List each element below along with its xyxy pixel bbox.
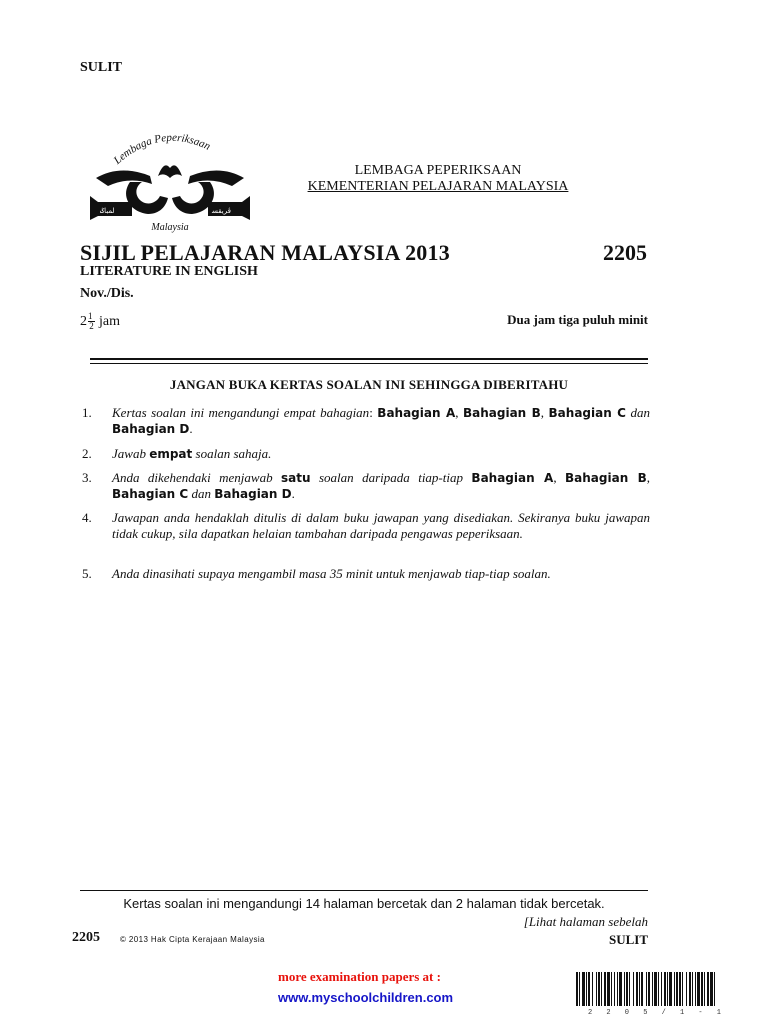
instruction-number: 2. <box>82 446 92 461</box>
instruction-item <box>82 446 650 462</box>
footer-paper-code: 2205 <box>72 930 100 945</box>
board-line-1: LEMBAGA PEPERIKSAAN <box>354 163 522 178</box>
duration <box>80 312 120 331</box>
instruction-item <box>82 405 650 437</box>
fraction-numerator: 1 <box>88 312 95 322</box>
svg-text:ﭬﺮﻳﻘﺴ: ﭬﺮﻳﻘﺴ <box>212 207 231 215</box>
divider-thick <box>90 358 648 360</box>
instruction-number: 4. <box>82 510 92 525</box>
instruction-item <box>82 510 650 542</box>
examination-board-heading <box>288 163 588 195</box>
instruction-text: Jawapan anda hendaklah ditulis di dalam buku jawapan yang disediakan. Sekiranya buku jawapan tidak cukup, sila dapatkan helaian tambahan daripada pengawas peperiksaan. <box>112 510 650 541</box>
instruction-text: Jawab empat soalan sahaja. <box>112 446 272 461</box>
instruction-text: Kertas soalan ini mengandungi empat bahagian: Bahagian A, Bahagian B, Bahagian C dan Bahagian D. <box>112 405 650 436</box>
duration-in-words: Dua jam tiga puluh minit <box>507 312 648 327</box>
divider-thin <box>90 363 648 364</box>
svg-text:ﻟﻤﺒﺎݢ: ﻟﻤﺒﺎݢ <box>100 207 115 215</box>
duration-unit: jam <box>99 313 120 329</box>
instruction-number: 1. <box>82 405 92 420</box>
instruction-number: 3. <box>82 470 92 485</box>
barcode-digits: 2 2 0 5 / 1 - 1 <box>588 1009 727 1017</box>
instruction-text: Anda dinasihati supaya mengambil masa 35 minit untuk menjawab tiap-tiap soalan. <box>112 566 551 581</box>
paper-code: 2205 <box>603 240 647 265</box>
instruction-item <box>82 470 650 502</box>
logo-bottom-text: Malaysia <box>151 222 189 233</box>
sulit-label-top: SULIT <box>80 60 123 75</box>
see-next-page: [Lihat halaman sebelah <box>523 914 648 929</box>
barcode <box>574 972 768 1014</box>
exam-session: Nov./Dis. <box>80 286 134 301</box>
warning-notice: JANGAN BUKA KERTAS SOALAN INI SEHINGGA DIBERITAHU <box>169 377 569 392</box>
duration-whole: 2 <box>80 313 87 329</box>
exam-title: SIJIL PELAJARAN MALAYSIA 2013 <box>80 240 450 265</box>
promo-text: more examination papers at : <box>278 969 441 984</box>
promo-link[interactable]: www.myschoolchildren.com <box>278 990 454 1005</box>
instruction-text: Anda dikehendaki menjawab satu soalan daripada tiap-tiap Bahagian A, Bahagian B, Bahagian C dan Bahagian D. <box>112 470 651 501</box>
fraction-denominator: 2 <box>89 321 94 331</box>
examination-board-logo <box>90 126 250 234</box>
page-count-note: Kertas soalan ini mengandungi 14 halaman bercetak dan 2 halaman tidak bercetak. <box>123 896 605 911</box>
instruction-item <box>82 566 650 582</box>
board-line-2: KEMENTERIAN PELAJARAN MALAYSIA <box>307 179 569 194</box>
logo-arc-text: Lembaga Peperiksaan <box>111 131 213 167</box>
footer-divider <box>80 890 648 891</box>
instruction-number: 5. <box>82 566 92 581</box>
subject-name: LITERATURE IN ENGLISH <box>80 264 258 279</box>
sulit-label-bottom: SULIT <box>608 932 648 947</box>
duration-fraction <box>88 312 95 331</box>
copyright-notice: © 2013 Hak Cipta Kerajaan Malaysia <box>120 935 265 944</box>
